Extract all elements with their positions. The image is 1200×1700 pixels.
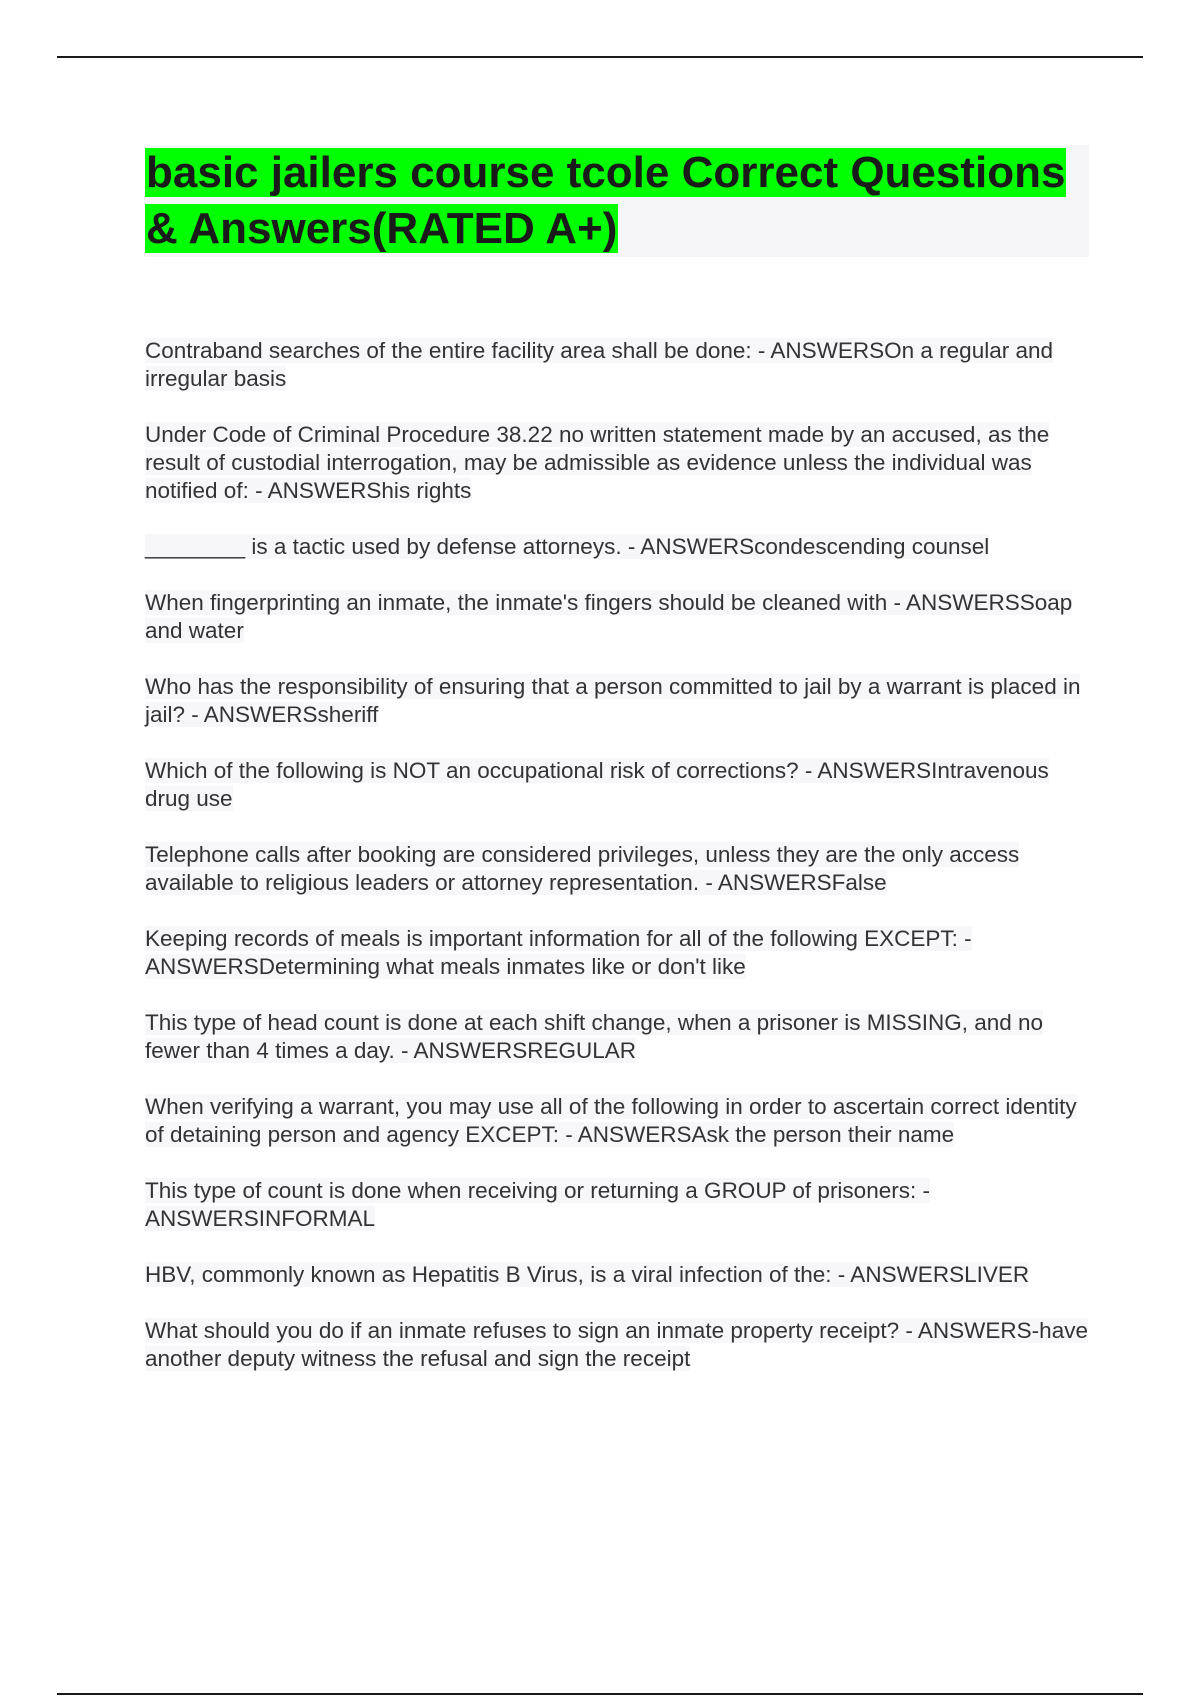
qa-item xyxy=(145,1009,1095,1065)
qa-item xyxy=(145,841,1095,897)
qa-item-text: Telephone calls after booking are considered privileges, unless they are the only access available to religious leaders or attorney representation. - ANSWERSFalse xyxy=(145,842,1020,895)
document-title-text: basic jailers course tcole Correct Questions & Answers(RATED A+) xyxy=(146,148,1066,253)
qa-item xyxy=(145,337,1095,393)
qa-item-text: When fingerprinting an inmate, the inmate's fingers should be cleaned with - ANSWERSSoap and water xyxy=(145,590,1073,643)
qa-item-text: Under Code of Criminal Procedure 38.22 no written statement made by an accused, as the result of custodial interrogation, may be admissible as evidence unless the individual was notified of: - ANSWERShis rights xyxy=(145,422,1050,503)
qa-item xyxy=(145,925,1095,981)
qa-item xyxy=(145,533,1095,561)
qa-item-text: Which of the following is NOT an occupational risk of corrections? - ANSWERSIntravenous drug use xyxy=(145,758,1049,811)
qa-item xyxy=(145,589,1095,645)
qa-item-text: This type of head count is done at each shift change, when a prisoner is MISSING, and no fewer than 4 times a day. - ANSWERSREGULAR xyxy=(145,1010,1044,1063)
qa-item xyxy=(145,1261,1095,1289)
qa-item-text: When verifying a warrant, you may use all of the following in order to ascertain correct identity of detaining person and agency EXCEPT: - ANSWERSAsk the person their name xyxy=(145,1094,1077,1147)
qa-item-text: This type of count is done when receiving or returning a GROUP of prisoners: - ANSWERSINFORMAL xyxy=(145,1178,930,1231)
qa-item-text: Keeping records of meals is important information for all of the following EXCEPT: - ANSWERSDetermining what meals inmates like or don't like xyxy=(145,926,972,979)
document-title xyxy=(145,145,1089,257)
title-block xyxy=(145,145,1089,257)
qa-item xyxy=(145,673,1095,729)
qa-item-text: Who has the responsibility of ensuring that a person committed to jail by a warrant is placed in jail? - ANSWERSsheriff xyxy=(145,674,1081,727)
qa-list xyxy=(145,337,1095,1401)
qa-item-text: HBV, commonly known as Hepatitis B Virus, is a viral infection of the: - ANSWERSLIVER xyxy=(145,1262,1030,1287)
qa-item xyxy=(145,1093,1095,1149)
qa-item-text: Contraband searches of the entire facility area shall be done: - ANSWERSOn a regular and irregular basis xyxy=(145,338,1053,391)
bottom-rule xyxy=(57,1693,1143,1695)
top-rule xyxy=(57,56,1143,58)
qa-item xyxy=(145,1177,1095,1233)
qa-item xyxy=(145,757,1095,813)
qa-item-text: ________ is a tactic used by defense attorneys. - ANSWERScondescending counsel xyxy=(145,534,990,559)
qa-item xyxy=(145,1317,1095,1373)
qa-item xyxy=(145,421,1095,505)
qa-item-text: What should you do if an inmate refuses to sign an inmate property receipt? - ANSWERS-have another deputy witness the refusal and sign the receipt xyxy=(145,1318,1088,1371)
